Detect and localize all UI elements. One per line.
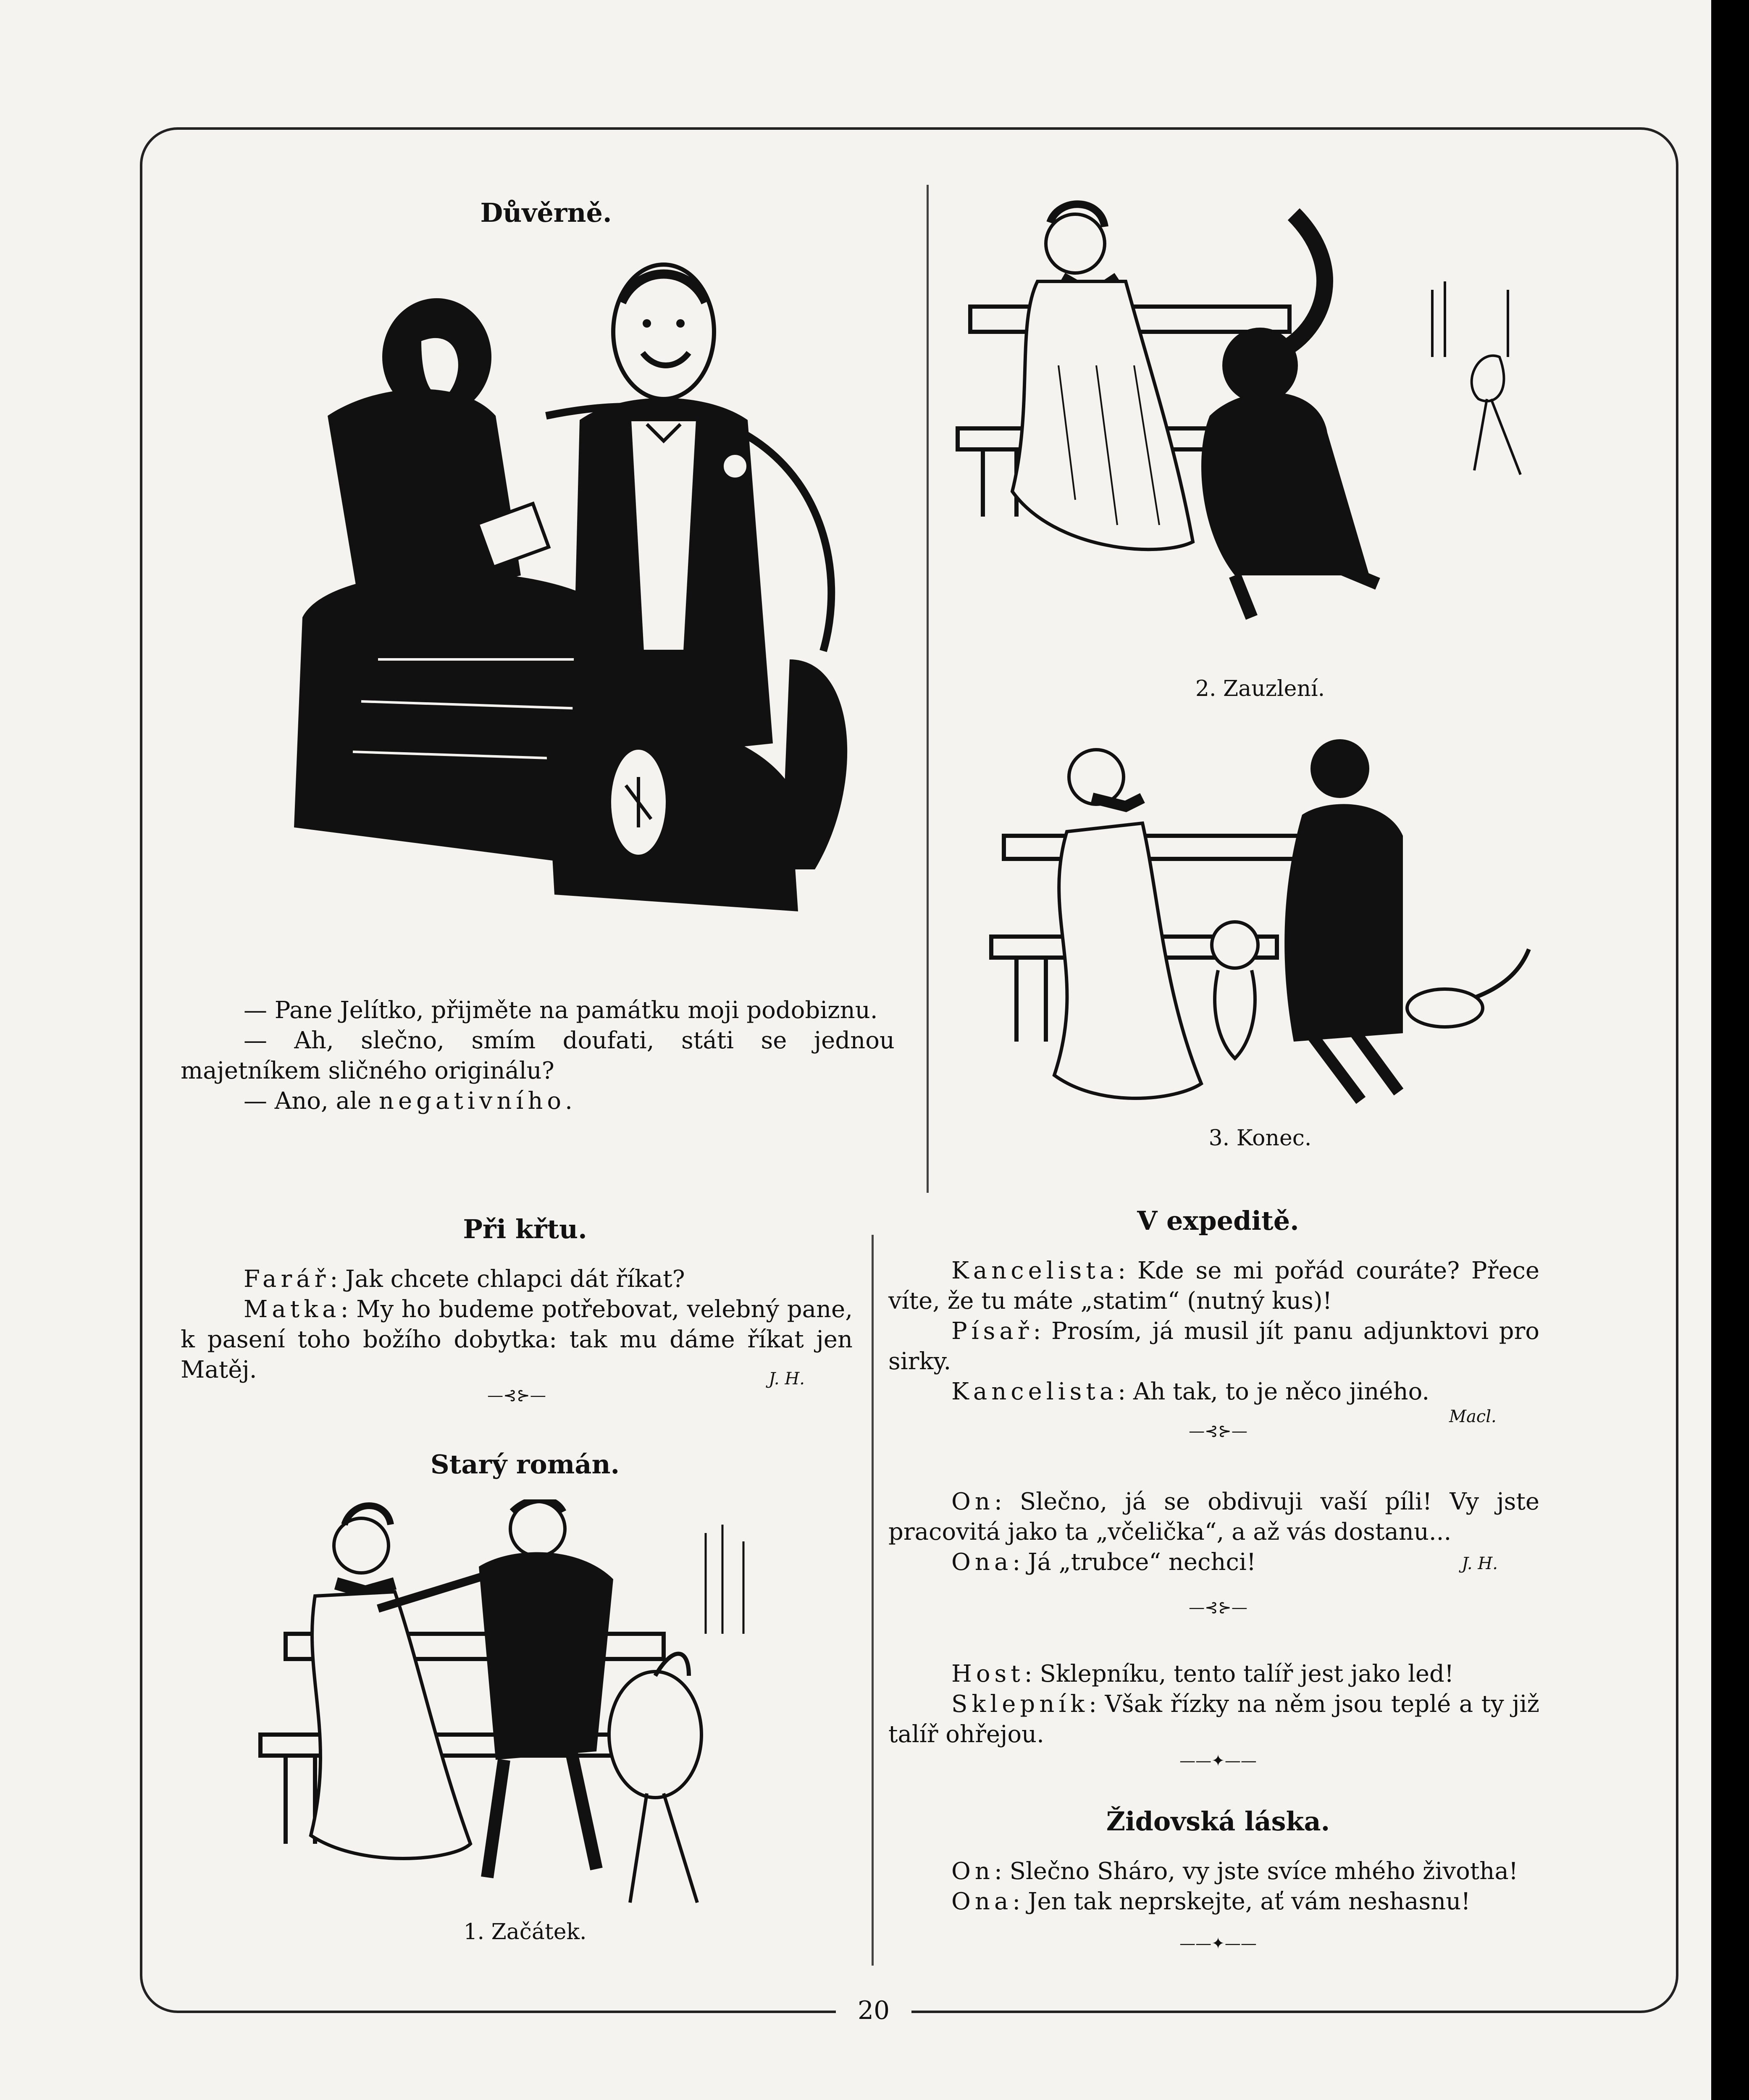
sklepnik-text [888, 1659, 1539, 1750]
v-expedite-text [888, 1256, 1539, 1407]
zidovska-text-2: : Jen tak neprskejte, ať vám neshasnu! [1012, 1888, 1471, 1915]
obdiv-text-2: : Já „trubce“ nechci! [1012, 1549, 1256, 1576]
sklepnik-speaker-1: Host [951, 1660, 1024, 1688]
ornament-4: ——✦—— [1179, 1751, 1257, 1770]
illustration-zauzleni [949, 197, 1554, 659]
v-expedite-text-3: : Ah tak, to je něco jiného. [1118, 1378, 1430, 1405]
zidovska-line-1 [888, 1856, 1539, 1887]
ornament-2: —⊰⊱— [1189, 1422, 1247, 1440]
title-zidovska-laska: Židovská láska. [1106, 1806, 1330, 1837]
duverne-line-1: — Pane Jelítko, přijměte na památku moji podobiznu. [244, 997, 878, 1024]
pri-krtu-text-1: : Jak chcete chlapci dát říkat? [330, 1265, 685, 1293]
ornament-3: —⊰⊱— [1189, 1598, 1247, 1617]
obdiv-signature: J. H. [1462, 1554, 1498, 1573]
sklepnik-text-2: : Však řízky na něm jsou teplé a ty již talíř ohřejou. [888, 1690, 1539, 1748]
ornament-1: —⊰⊱— [487, 1386, 546, 1404]
obdiv-text-1: : Slečno, já se obdivuji vaší píli! Vy jste pracovitá jako ta „včelička“, a až vás dostanu... [888, 1488, 1539, 1546]
pri-krtu-speaker-2: Matka [244, 1296, 341, 1323]
pri-krtu-text [181, 1264, 853, 1385]
column-divider-bottom [872, 1235, 874, 1966]
title-stary-roman: Starý román. [430, 1449, 620, 1480]
obdiv-speaker-2: Ona [951, 1549, 1013, 1576]
illustration-zacatek [252, 1499, 815, 1919]
v-expedite-speaker-1: Kancelista [951, 1257, 1118, 1284]
v-expedite-signature: Macl. [1449, 1407, 1497, 1426]
v-expedite-text-2: : Prosím, já musil jít panu adjunktovi pro sirky. [888, 1318, 1539, 1375]
duverne-text [181, 995, 895, 1116]
title-v-expedite: V expeditě. [1137, 1205, 1299, 1236]
caption-zauzleni: 2. Zauzlení. [1195, 676, 1325, 701]
ornament-5: ——✦—— [1179, 1934, 1257, 1953]
pri-krtu-line-2 [181, 1294, 853, 1385]
caption-konec: 3. Konec. [1208, 1126, 1312, 1151]
v-expedite-text-1: : Kde se mi pořád couráte? Přece víte, že tu máte „statim“ (nutný kus)! [888, 1257, 1539, 1315]
zidovska-text-1: : Slečno Sháro, vy jste svíce mhého životha! [994, 1858, 1518, 1885]
v-expedite-speaker-2: Písař [951, 1318, 1033, 1345]
obdiv-speaker-1: On [951, 1488, 994, 1515]
sklepnik-line-2 [888, 1689, 1539, 1750]
obdiv-line-1 [888, 1487, 1539, 1547]
v-expedite-speaker-3: Kancelista [951, 1378, 1118, 1405]
duverne-line-3 [181, 1086, 895, 1116]
title-pri-krtu: Při křtu. [463, 1214, 587, 1244]
sklepnik-speaker-2: Sklepník [951, 1690, 1089, 1718]
zidovska-speaker-1: On [951, 1858, 994, 1885]
page-number: 20 [836, 1996, 911, 2025]
pri-krtu-speaker-1: Farář [244, 1265, 330, 1293]
title-duverne: Důvěrně. [480, 197, 612, 228]
scan-edge [1711, 0, 1749, 2100]
illustration-konec [983, 739, 1554, 1117]
zidovska-speaker-2: Ona [951, 1888, 1013, 1915]
caption-zacatek: 1. Začátek. [463, 1919, 587, 1945]
pri-krtu-signature: J. H. [769, 1369, 805, 1389]
zidovska-line-2 [888, 1887, 1539, 1917]
column-divider-top [927, 185, 929, 1193]
obdiv-line-2 [888, 1547, 1539, 1578]
duverne-line-3-b: negativního. [378, 1087, 577, 1115]
pri-krtu-text-2: : My ho budeme potřebovat, velebný pane, k pasení toho božího dobytka: tak mu dáme říkat jen Matěj. [181, 1296, 853, 1383]
v-expedite-line-1 [888, 1256, 1539, 1316]
v-expedite-line-3 [888, 1377, 1539, 1407]
obdiv-text [888, 1487, 1539, 1578]
sklepnik-text-1: : Sklepníku, tento talíř jest jako led! [1024, 1660, 1454, 1688]
illustration-duverne [202, 239, 874, 970]
v-expedite-line-2 [888, 1316, 1539, 1377]
duverne-line-2: — Ah, slečno, smím doufati, státi se jednou majetníkem sličného originálu? [181, 1027, 895, 1084]
duverne-line-3-a: — Ano, ale [244, 1087, 379, 1115]
zidovska-text [888, 1856, 1539, 1917]
sklepnik-line-1 [888, 1659, 1539, 1689]
pri-krtu-line-1 [181, 1264, 853, 1294]
